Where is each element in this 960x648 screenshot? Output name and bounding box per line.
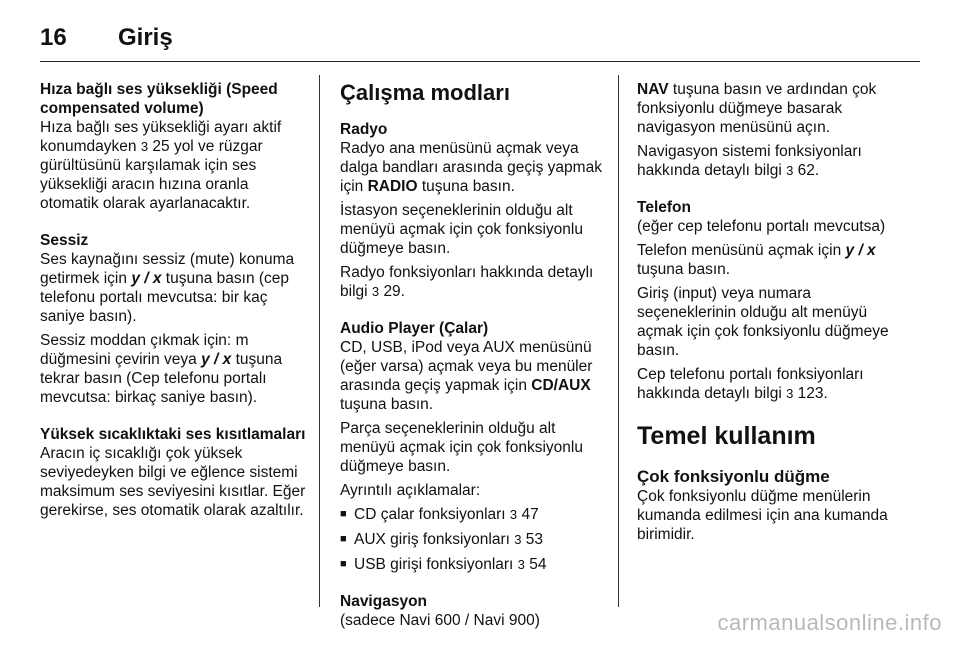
section-mute bbox=[40, 231, 306, 407]
watermark: carmanualsonline.info bbox=[717, 610, 942, 635]
paragraph bbox=[637, 142, 907, 180]
page-ref: 29. bbox=[383, 283, 405, 300]
text: tuşuna basın. bbox=[340, 396, 434, 413]
page-ref: 54 bbox=[529, 556, 547, 573]
cd-aux-button-label: CD/AUX bbox=[531, 377, 591, 394]
nav-button-label: NAV bbox=[637, 81, 669, 98]
phone-button-icon: y / x bbox=[845, 242, 876, 259]
arrow-ref-icon: 3 bbox=[140, 139, 149, 154]
section-heading: Yüksek sıcaklıktaki ses kısıtlamaları bbox=[40, 426, 306, 443]
arrow-ref-icon: 3 bbox=[371, 284, 380, 299]
text: Telefon menüsünü açmak için bbox=[637, 242, 842, 259]
radio-button-label: RADIO bbox=[367, 178, 418, 195]
column-middle bbox=[340, 80, 606, 648]
list-item bbox=[354, 505, 606, 524]
section-title: Çalışma modları bbox=[340, 80, 510, 105]
list-item bbox=[354, 555, 606, 574]
paragraph bbox=[40, 331, 306, 407]
column-right bbox=[637, 80, 907, 562]
page-ref: 47 bbox=[521, 506, 539, 523]
text: Radyo fonksiyonları hakkında detaylı bilgi bbox=[340, 264, 594, 300]
bullet-list bbox=[340, 505, 606, 574]
text: düğmesini çevirin veya bbox=[40, 351, 197, 368]
text: Sessiz moddan çıkmak için: bbox=[40, 332, 232, 349]
section-speed-volume bbox=[40, 80, 306, 213]
paragraph bbox=[637, 365, 907, 403]
section-navigation bbox=[340, 592, 606, 630]
paragraph bbox=[637, 80, 907, 137]
section-heading: Telefon bbox=[637, 199, 691, 216]
page-ref: 62. bbox=[797, 162, 820, 179]
arrow-ref-icon: 3 bbox=[786, 163, 794, 178]
text: tuşuna basın ve ardından çok fonksiyonlu düğmeye basarak navigasyon menüsünü açın. bbox=[637, 81, 877, 136]
text: Radyo ana menüsünü açmak veya dalga bandları arasında geçiş yapmak için bbox=[340, 140, 602, 195]
phone-button-icon: y / x bbox=[131, 270, 162, 287]
paragraph: İstasyon seçeneklerinin olduğu alt menüyü açmak için çok fonksiyonlu düğmeye basın. bbox=[340, 202, 583, 257]
phone-button-icon: y / x bbox=[201, 351, 232, 368]
page-number: 16 bbox=[40, 24, 67, 51]
paragraph bbox=[637, 241, 907, 279]
paragraph: Çok fonksiyonlu düğme menülerin kumanda edilmesi için ana kumanda birimidir. bbox=[637, 488, 888, 543]
power-knob-icon: m bbox=[235, 332, 249, 349]
section-multifunction-knob bbox=[637, 467, 907, 544]
text: tuşuna basın. bbox=[421, 178, 515, 195]
text: Navigasyon sistemi fonksiyonları hakkında detaylı bilgi bbox=[637, 143, 862, 179]
section-phone bbox=[637, 198, 907, 403]
section-heading: Sessiz bbox=[40, 232, 89, 249]
paragraph: Parça seçeneklerinin olduğu alt menüyü açmak için çok fonksiyonlu düğmeye basın. bbox=[340, 420, 583, 475]
paragraph bbox=[340, 338, 606, 414]
section-radio bbox=[340, 120, 606, 301]
paragraph: Giriş (input) veya numara seçeneklerinin olduğu alt menüyü açmak için çok fonksiyonlu düğmeye basın. bbox=[637, 285, 889, 359]
page-ref: 25 bbox=[152, 138, 170, 155]
text: AUX giriş fonksiyonları bbox=[354, 531, 510, 548]
arrow-ref-icon: 3 bbox=[509, 507, 518, 522]
text: Hıza bağlı ses yüksekliği ayarı aktif konumdayken bbox=[40, 119, 282, 155]
arrow-ref-icon: 3 bbox=[786, 386, 794, 401]
text: tuşuna tekrar basın (Cep telefonu portalı mevcutsa: birkaç saniye basın). bbox=[40, 351, 283, 406]
text: CD, USB, iPod veya AUX menüsünü (eğer varsa) açmak veya bu menüler arasında geçiş yapmak için bbox=[340, 339, 593, 394]
section-high-temperature bbox=[40, 425, 306, 520]
paragraph: (sadece Navi 600 / Navi 900) bbox=[340, 612, 540, 629]
section-heading: Çok fonksiyonlu düğme bbox=[637, 467, 830, 486]
paragraph bbox=[340, 139, 606, 196]
text: tuşuna basın. bbox=[637, 261, 731, 278]
page-ref: 53 bbox=[525, 531, 544, 548]
column-divider bbox=[319, 75, 320, 607]
text: yol ve rüzgar gürültüsünü karşılamak için ses yüksekliği aracın hızına oranla otomatik olarak ayarlanacaktır. bbox=[40, 138, 263, 212]
paragraph: Ayrıntılı açıklamalar: bbox=[340, 482, 481, 499]
arrow-ref-icon: 3 bbox=[517, 557, 525, 572]
paragraph: Aracın iç sıcaklığı çok yüksek seviyedeyken bilgi ve eğlence sistemi maksimum ses seviyesini kısıtlar. Eğer gerekirse, ses otomatik olarak azaltılır. bbox=[40, 445, 306, 519]
paragraph bbox=[340, 263, 606, 301]
section-audio-player bbox=[340, 319, 606, 574]
section-heading: Navigasyon bbox=[340, 593, 428, 610]
header-divider bbox=[40, 61, 920, 62]
list-item bbox=[354, 530, 606, 549]
text: Ses kaynağını sessiz (mute) konuma getirmek için bbox=[40, 251, 295, 287]
page-header bbox=[40, 18, 920, 58]
paragraph bbox=[40, 118, 306, 213]
section-heading: Audio Player (Çalar) bbox=[340, 320, 489, 337]
text: USB girişi fonksiyonları bbox=[354, 556, 514, 573]
page-title: Giriş bbox=[118, 24, 173, 51]
paragraph bbox=[40, 250, 306, 326]
page-ref: 123. bbox=[797, 385, 828, 402]
section-navigation-cont bbox=[637, 80, 907, 180]
section-heading: Hıza bağlı ses yüksekliği (Speed compensated volume) bbox=[40, 81, 278, 117]
arrow-ref-icon: 3 bbox=[514, 532, 522, 547]
section-title-basic-usage: Temel kullanım bbox=[637, 422, 816, 450]
text: Cep telefonu portalı fonksiyonları hakkında detaylı bilgi bbox=[637, 366, 864, 402]
paragraph: (eğer cep telefonu portalı mevcutsa) bbox=[637, 218, 886, 235]
text: tuşuna basın (cep telefonu portalı mevcutsa: bir kaç saniye basın). bbox=[40, 270, 290, 325]
text: CD çalar fonksiyonları bbox=[354, 506, 506, 523]
column-left bbox=[40, 80, 306, 538]
section-heading: Radyo bbox=[340, 121, 388, 138]
column-divider bbox=[618, 75, 619, 607]
